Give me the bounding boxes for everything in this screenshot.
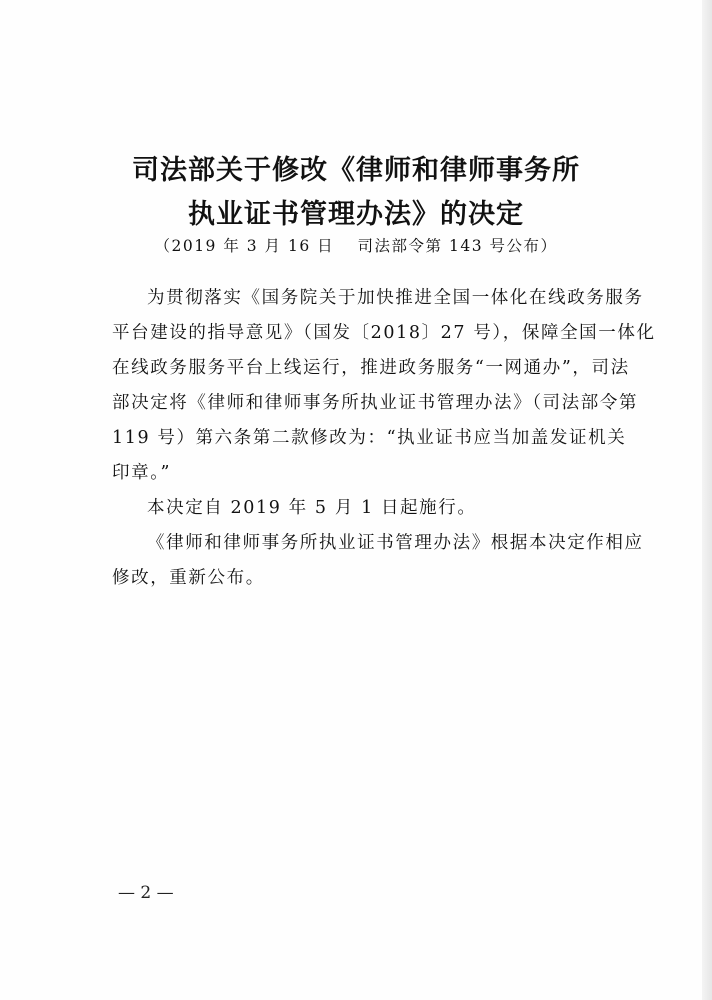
paragraph-1-line-1: 为贯彻落实《国务院关于加快推进全国一体化在线政务服务 <box>147 288 644 308</box>
paragraph-1-line-5: 119 号）第六条第二款修改为：“执业证书应当加盖发证机关 <box>112 428 627 448</box>
paragraph-1-line-3: 在线政务服务平台上线运行，推进政务服务“一网通办”，司法 <box>112 358 630 378</box>
paragraph-1-line-6: 印章。” <box>112 463 172 483</box>
paragraph-2: 本决定自 2019 年 5 月 1 日起施行。 <box>147 498 477 518</box>
document-title-line-2: 执业证书管理办法》的决定 <box>188 199 524 230</box>
paragraph-1-line-2: 平台建设的指导意见》（国发〔2018〕27 号），保障全国一体化 <box>112 323 656 343</box>
page-number: — 2 — <box>118 883 174 903</box>
paragraph-1-line-4: 部决定将《律师和律师事务所执业证书管理办法》（司法部令第 <box>112 393 639 413</box>
paragraph-3-line-1: 《律师和律师事务所执业证书管理办法》根据本决定作相应 <box>147 533 644 553</box>
document-title-line-1: 司法部关于修改《律师和律师事务所 <box>132 155 580 186</box>
promulgation-note: （2019 年 3 月 16 日 司法部令第 143 号公布） <box>154 237 558 255</box>
paragraph-3-line-2: 修改，重新公布。 <box>112 568 265 588</box>
